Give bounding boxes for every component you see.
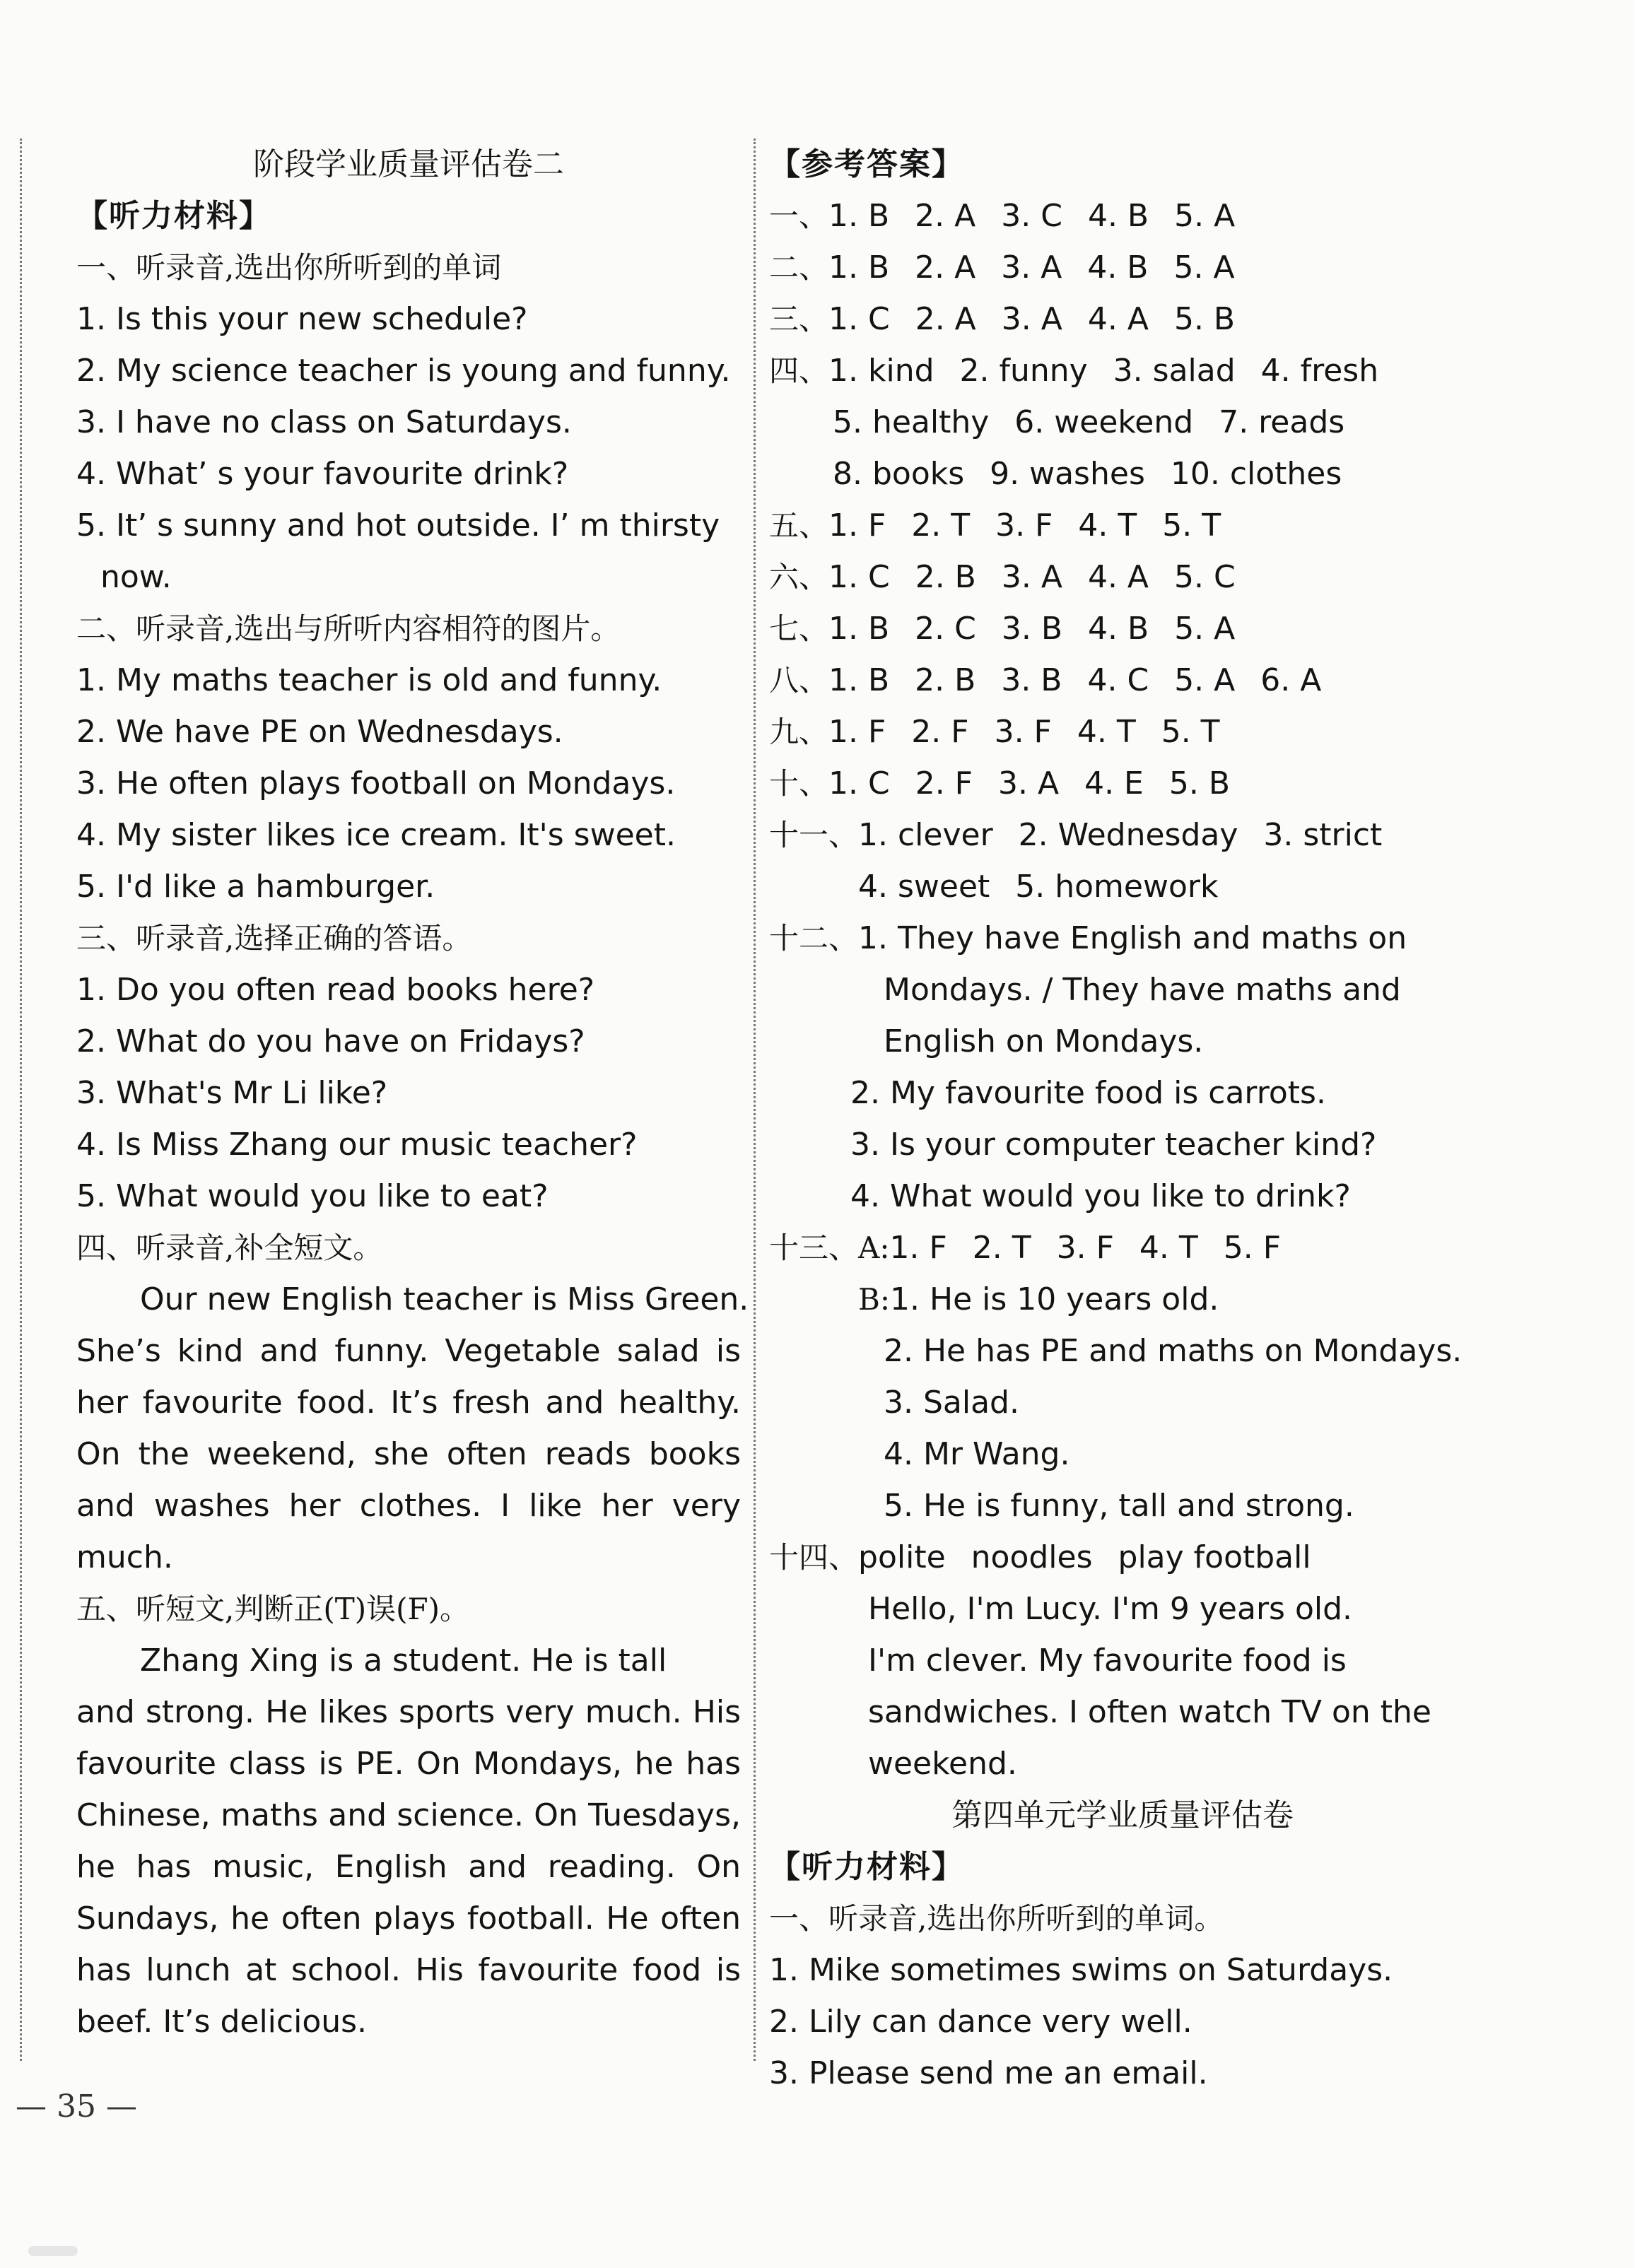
row-label: 一、 <box>769 199 829 233</box>
row-label: 十三、 <box>769 1230 859 1265</box>
answer-item: 4. sweet <box>858 869 990 905</box>
row-label: 十一、 <box>769 818 859 852</box>
answer-key-heading: 【参考答案】 <box>769 146 964 182</box>
list-item: 3. He often plays football on Mondays. <box>76 765 676 801</box>
answer-item: 3. salad <box>1113 353 1236 389</box>
answer-item: 3. A <box>1001 559 1062 595</box>
passage-line: Our new English teacher is Miss Green. <box>140 1281 749 1317</box>
list-item: 2. My science teacher is young and funny. <box>76 353 731 389</box>
answer-row <box>769 1532 1476 1583</box>
answer-item: 4. T <box>1077 714 1136 750</box>
answer-item: 1. F <box>828 507 886 544</box>
answer-item: 4. T <box>1078 507 1137 544</box>
answer-item: 4. T <box>1139 1230 1198 1266</box>
answer-row <box>769 758 1476 809</box>
answer-item: 4. A <box>1087 559 1149 595</box>
answer-item: 5. homework <box>1015 869 1219 905</box>
section-5-heading: 五、听短文,判断正(T)误(F)。 <box>76 1592 470 1626</box>
answer-item: 1. F <box>889 1230 947 1266</box>
answer-item: 4. fresh <box>1260 353 1379 389</box>
answer-item: 5. A <box>1174 611 1236 647</box>
answer-item: 1. B <box>828 611 890 647</box>
passage-line: much. <box>76 1539 173 1575</box>
passage-line: Zhang Xing is a student. He is tall <box>140 1643 667 1679</box>
answer-row <box>769 190 1476 242</box>
answer-row-continuation <box>769 396 1476 448</box>
answer-item: 8. books <box>833 456 965 492</box>
answer-row-continuation: 2. He has PE and maths on Mondays. <box>884 1333 1463 1369</box>
row-label: 十、 <box>769 766 829 801</box>
answer-item: 3. B <box>1001 611 1063 647</box>
answer-item: 2. funny <box>959 353 1088 389</box>
answer-item: 3. B <box>1001 662 1062 698</box>
list-item: 4. What’ s your favourite drink? <box>76 456 569 492</box>
answer-row <box>769 912 1476 964</box>
row-label: 九、 <box>769 715 829 749</box>
answer-item: 1. B <box>828 198 890 234</box>
sub-label: B: <box>858 1282 891 1317</box>
list-item: 1. My maths teacher is old and funny. <box>76 662 662 698</box>
answer-row <box>769 500 1476 551</box>
list-item: 3. Please send me an email. <box>769 2055 1208 2091</box>
answer-row <box>769 345 1476 396</box>
row-label: 五、 <box>769 508 829 543</box>
section-2-heading: 二、听录音,选出与所听内容相符的图片。 <box>76 611 621 646</box>
answer-row-continuation: 4. What would you like to drink? <box>850 1178 1351 1214</box>
answer-item: 5. A <box>1173 249 1235 286</box>
list-item: 1. Mike sometimes swims on Saturdays. <box>769 1952 1393 1988</box>
answer-row-continuation: English on Mondays. <box>884 1023 1204 1059</box>
passage-line: has lunch at school. His favourite food is <box>76 1952 741 1988</box>
answer-item: 4. C <box>1087 662 1149 698</box>
left-column <box>76 139 749 2047</box>
passage-line: and strong. He likes sports very much. His <box>76 1694 741 1730</box>
answer-item: 2. A <box>915 249 976 286</box>
section-4-heading: 四、听录音,补全短文。 <box>76 1230 383 1265</box>
answer-row <box>769 551 1476 603</box>
answer-item: 3. A <box>1001 249 1062 286</box>
passage-line: On the weekend, she often reads books <box>76 1436 741 1472</box>
answer-item: play football <box>1118 1539 1311 1575</box>
list-item: 2. What do you have on Fridays? <box>76 1023 585 1059</box>
answer-item: 1. They have English and maths on <box>858 920 1407 956</box>
answer-row-continuation: weekend. <box>868 1746 1017 1782</box>
row-label: 八、 <box>769 663 829 698</box>
answer-item: 2. F <box>915 765 973 801</box>
answer-item: 6. weekend <box>1014 404 1194 440</box>
list-item: 3. I have no class on Saturdays. <box>76 404 572 440</box>
row-label: 十二、 <box>769 921 859 956</box>
answer-item: 2. C <box>915 611 976 647</box>
answer-item: 6. A <box>1260 662 1322 698</box>
passage-line: Sundays, he often plays football. He often <box>76 1900 741 1937</box>
list-item: 5. What would you like to eat? <box>76 1178 549 1214</box>
answer-item: 1. clever <box>858 817 993 853</box>
passage-line: he has music, English and reading. On <box>76 1849 741 1885</box>
answer-item: 3. F <box>995 507 1053 544</box>
passage-line: Chinese, maths and science. On Tuesdays, <box>76 1797 741 1833</box>
answer-item: 3. C <box>1001 198 1062 234</box>
answer-row-continuation: 3. Salad. <box>884 1385 1019 1421</box>
list-item-continuation: now. <box>100 559 172 595</box>
passage-line: beef. It’s delicious. <box>76 2004 368 2040</box>
answer-item: 1. C <box>828 559 890 595</box>
answer-row-continuation <box>769 1274 1476 1325</box>
answer-row-continuation: 3. Is your computer teacher kind? <box>850 1127 1377 1163</box>
passage-line: and washes her clothes. I like her very <box>76 1488 741 1524</box>
answer-row-continuation <box>769 861 1476 912</box>
answer-item: 1. C <box>828 765 890 801</box>
passage-line: favourite class is PE. On Mondays, he has <box>76 1746 741 1782</box>
row-label: 二、 <box>769 250 829 285</box>
answer-row <box>769 809 1476 861</box>
answer-item: 4. B <box>1088 611 1149 647</box>
list-item: 5. It’ s sunny and hot outside. I’ m thirsty <box>76 507 720 544</box>
answer-item: 1. B <box>828 662 890 698</box>
section-1-heading-2: 一、听录音,选出你所听到的单词。 <box>769 1901 1224 1936</box>
answer-item: 5. B <box>1168 765 1231 801</box>
answer-item: 3. F <box>994 714 1052 750</box>
answer-item: 1. He is 10 years old. <box>890 1281 1219 1317</box>
answer-item: 3. strict <box>1263 817 1383 853</box>
answer-row-continuation: 2. My favourite food is carrots. <box>850 1075 1326 1111</box>
answer-row-continuation: Hello, I'm Lucy. I'm 9 years old. <box>868 1591 1353 1627</box>
listening-material-heading: 【听力材料】 <box>76 198 271 234</box>
row-label: 十四、 <box>769 1540 859 1575</box>
section-3-heading: 三、听录音,选择正确的答语。 <box>76 921 472 956</box>
answer-row <box>769 603 1476 654</box>
answer-item: 5. A <box>1174 198 1236 234</box>
answer-row-continuation: 5. He is funny, tall and strong. <box>884 1488 1354 1524</box>
answer-item: 3. F <box>1056 1230 1114 1266</box>
answer-row-continuation: 4. Mr Wang. <box>884 1436 1070 1472</box>
answer-item: 5. C <box>1174 559 1236 595</box>
answer-item: 3. A <box>1001 301 1062 337</box>
list-item: 4. Is Miss Zhang our music teacher? <box>76 1127 638 1163</box>
answer-item: 1. C <box>828 301 890 337</box>
answer-item: 1. B <box>828 249 890 286</box>
scan-smudge <box>28 2246 78 2256</box>
left-dotted-rule <box>20 139 22 2061</box>
answer-row <box>769 706 1476 758</box>
section-1-heading: 一、听录音,选出你所听到的单词 <box>76 250 502 285</box>
row-label: 七、 <box>769 611 829 646</box>
passage-line: She’s kind and funny. Vegetable salad is <box>76 1333 741 1369</box>
row-label: 四、 <box>769 353 829 388</box>
center-dotted-rule <box>754 139 756 2061</box>
right-column <box>769 139 1476 2099</box>
answer-item: 2. T <box>972 1230 1031 1266</box>
answer-item: 5. healthy <box>833 404 990 440</box>
answer-item: 2. Wednesday <box>1018 817 1238 853</box>
listening-material-heading-2: 【听力材料】 <box>769 1849 964 1885</box>
answer-item: polite <box>858 1539 946 1575</box>
answer-item: 5. T <box>1162 507 1221 544</box>
answer-item: 9. washes <box>990 456 1145 492</box>
answer-item: 2. T <box>911 507 971 544</box>
answer-item: 5. A <box>1174 662 1236 698</box>
unit-4-assessment-title: 第四单元学业质量评估卷 <box>951 1797 1294 1833</box>
list-item: 2. Lily can dance very well. <box>769 2004 1192 2040</box>
answer-item: 10. clothes <box>1170 456 1342 492</box>
answer-item: 2. B <box>915 559 976 595</box>
answer-item: 2. A <box>915 301 976 337</box>
answer-item: 3. A <box>998 765 1060 801</box>
stage-assessment-title: 阶段学业质量评估卷二 <box>253 146 564 182</box>
row-label: 三、 <box>769 302 829 336</box>
list-item: 4. My sister likes ice cream. It's sweet. <box>76 817 676 853</box>
answer-row <box>769 654 1476 706</box>
answer-row <box>769 293 1476 345</box>
answer-item: 1. F <box>828 714 886 750</box>
answer-item: 2. B <box>915 662 976 698</box>
answer-item: 2. A <box>915 198 976 234</box>
sub-label: A: <box>858 1230 890 1265</box>
list-item: 5. I'd like a hamburger. <box>76 869 435 905</box>
answer-item: 4. B <box>1087 198 1149 234</box>
answer-item: 4. E <box>1084 765 1144 801</box>
answer-row-continuation: sandwiches. I often watch TV on the <box>868 1694 1431 1730</box>
answer-item: 1. kind <box>828 353 934 389</box>
answer-item: 5. F <box>1223 1230 1282 1266</box>
answer-item: noodles <box>971 1539 1093 1575</box>
answer-row-continuation: Mondays. / They have maths and <box>884 972 1401 1008</box>
list-item: 2. We have PE on Wednesdays. <box>76 714 563 750</box>
row-label: 六、 <box>769 560 829 594</box>
answer-item: 5. T <box>1161 714 1220 750</box>
answer-item: 5. B <box>1173 301 1236 337</box>
list-item: 3. What's Mr Li like? <box>76 1075 388 1111</box>
page-number: — 35 — <box>16 2088 137 2125</box>
list-item: 1. Is this your new schedule? <box>76 301 528 337</box>
answer-row <box>769 1222 1476 1274</box>
answer-item: 2. F <box>911 714 969 750</box>
answer-item: 4. B <box>1087 249 1149 286</box>
answer-row <box>769 242 1476 293</box>
answer-item: 7. reads <box>1219 404 1345 440</box>
list-item: 1. Do you often read books here? <box>76 972 595 1008</box>
answer-row-continuation: I'm clever. My favourite food is <box>868 1643 1347 1679</box>
passage-line: her favourite food. It’s fresh and healthy. <box>76 1385 741 1421</box>
answer-row-continuation <box>769 448 1476 500</box>
answer-item: 4. A <box>1087 301 1149 337</box>
